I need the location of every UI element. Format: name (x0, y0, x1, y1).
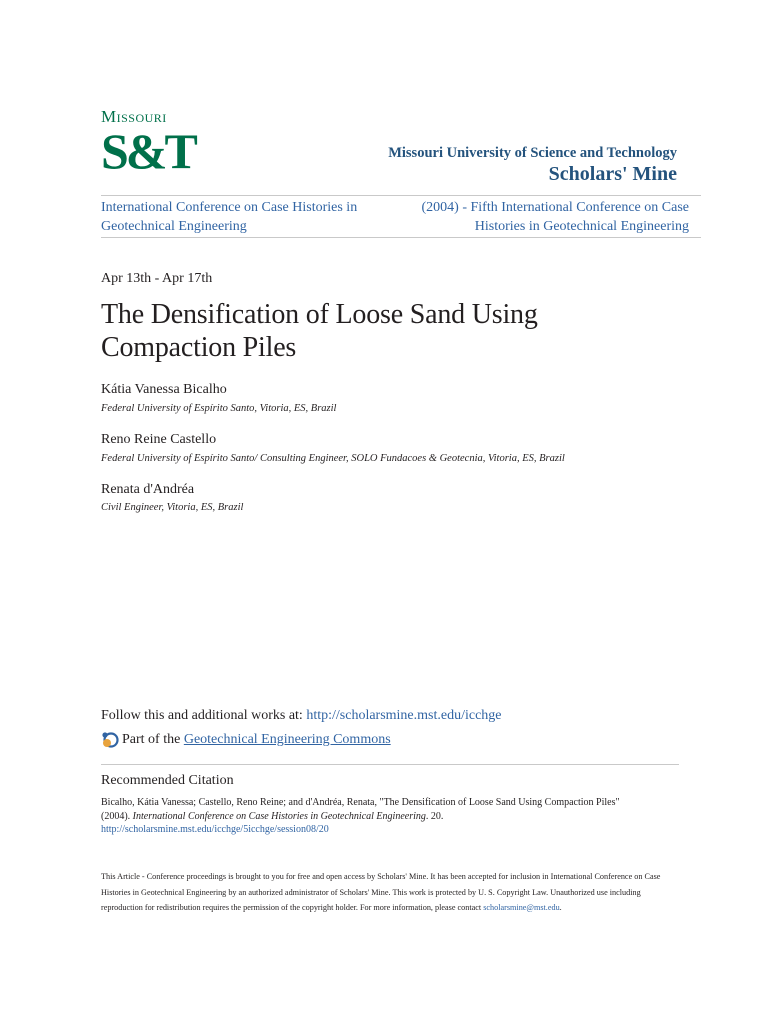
author-affiliation: Civil Engineer, Vitoria, ES, Brazil (101, 502, 244, 513)
event-date: Apr 13th - Apr 17th (101, 271, 213, 286)
citation-authors-title: Bicalho, Kátia Vanessa; Castello, Reno Reine; and d'Andréa, Renata, "The Densification of Loose Sand Using Compaction Piles" (101, 797, 620, 808)
conference-series-link[interactable]: International Conference on Case Histories in Geotechnical Engineering (101, 200, 358, 234)
logo-main-text: S&T (101, 123, 195, 179)
citation-source-line (101, 810, 671, 824)
part-of-text: Part of the (122, 732, 181, 747)
author-name: Kátia Vanessa Bicalho (101, 382, 227, 397)
commons-network-icon (101, 731, 119, 749)
recommended-citation-heading: Recommended Citation (101, 773, 234, 788)
collection-url-link[interactable]: http://scholarsmine.mst.edu/icchge (306, 708, 502, 723)
follow-line (101, 707, 502, 725)
institution-name[interactable]: Missouri University of Science and Technology (388, 145, 677, 161)
follow-text: Follow this and additional works at: (101, 708, 307, 723)
institution-header (388, 145, 677, 186)
author-name: Renata d'Andréa (101, 482, 195, 497)
commons-discipline-link[interactable]: Geotechnical Engineering Commons (183, 732, 391, 747)
repository-name[interactable]: Scholars' Mine (548, 163, 677, 185)
rights-footer (101, 869, 671, 916)
divider-top (101, 195, 701, 196)
divider-nav (101, 237, 701, 238)
rights-text: This Article - Conference proceedings is brought to you for free and open access by Scholars' Mine. It has been accepted for inclusion in International Conference on Case Histories in Geotechnical Engineering by an authorized administrator of Scholars' Mine. This work is protected by U. S. Copyright Law. Unauthorized use including reproduction for redistribution requires the permission of the copyright holder. For more information, please contact (101, 872, 661, 912)
citation-block (101, 796, 671, 837)
citation-source: International Conference on Case Histories in Geotechnical Engineering (132, 810, 426, 822)
contact-email-link[interactable]: scholarsmine@mst.edu (483, 903, 560, 912)
article-title: The Densification of Loose Sand Using Compaction Piles (101, 299, 538, 363)
part-of-line (101, 731, 391, 749)
author-name: Reno Reine Castello (101, 432, 217, 447)
author-affiliation: Federal University of Espírito Santo/ Consulting Engineer, SOLO Fundacoes & Geotecnia, Vitoria, ES, Brazil (101, 453, 565, 464)
citation-year: (2004). (101, 810, 133, 822)
rights-end: . (559, 903, 562, 912)
missouri-st-logo[interactable] (101, 107, 195, 179)
citation-tail: . 20. (425, 810, 444, 822)
conference-edition-link[interactable]: (2004) - Fifth International Conference on Case Histories in Geotechnical Engineering (421, 200, 689, 234)
divider-citation (101, 764, 679, 765)
logo-top-text: Missouri (101, 107, 167, 126)
author-affiliation: Federal University of Espírito Santo, Vitoria, ES, Brazil (101, 403, 337, 414)
citation-url-link[interactable]: http://scholarsmine.mst.edu/icchge/5icchge/session08/20 (101, 824, 329, 835)
